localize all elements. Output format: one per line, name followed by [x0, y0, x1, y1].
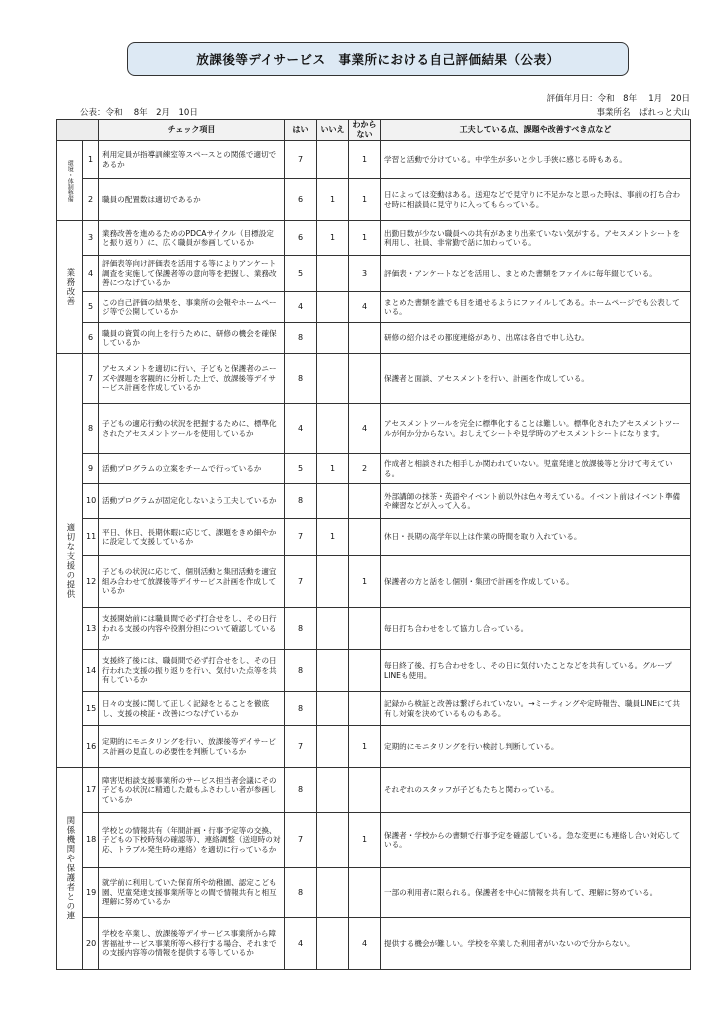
- comment: 提供する機会が難しい。学校を卒業した利用者がいないので分からない。: [381, 918, 691, 970]
- check-item: 職員の資質の向上を行うために、研修の機会を確保しているか: [99, 323, 285, 354]
- unknown-count: [349, 323, 381, 354]
- unknown-count: [349, 868, 381, 918]
- table-row: [57, 726, 691, 768]
- table-header-row: [57, 120, 691, 141]
- yes-count: 7: [285, 556, 317, 608]
- comment: 外部講師の抹茶・英語やイベント前以外は色々考えている。イベント前はイベント準備や練習などが入って入る。: [381, 484, 691, 519]
- table-row: [57, 813, 691, 868]
- no-count: [317, 354, 349, 404]
- row-number: 15: [83, 692, 99, 726]
- unknown-count: 1: [349, 813, 381, 868]
- no-count: [317, 918, 349, 970]
- yes-count: 4: [285, 404, 317, 454]
- unknown-count: [349, 692, 381, 726]
- no-count: [317, 323, 349, 354]
- no-count: [317, 692, 349, 726]
- no-count: 1: [317, 221, 349, 256]
- evaluation-table: [56, 119, 691, 970]
- no-count: [317, 768, 349, 813]
- unknown-count: 4: [349, 918, 381, 970]
- row-number: 5: [83, 292, 99, 323]
- no-count: [317, 868, 349, 918]
- category-business: [57, 221, 83, 354]
- yes-count: 7: [285, 141, 317, 179]
- table-row: [57, 868, 691, 918]
- row-number: 20: [83, 918, 99, 970]
- no-count: [317, 141, 349, 179]
- unknown-count: [349, 354, 381, 404]
- no-count: [317, 608, 349, 650]
- yes-count: 7: [285, 726, 317, 768]
- office-name: 事業所名 ぱれっと犬山: [596, 108, 690, 118]
- no-count: [317, 292, 349, 323]
- category-label: 環境・体制整備: [66, 159, 74, 202]
- check-item: 学校との情報共有（年間計画・行事予定等の交換、子どもの下校時刻の確認等）、連絡調整（送迎時の対応、トラブル発生時の連絡）を適切に行っているか: [99, 813, 285, 868]
- yes-count: 8: [285, 692, 317, 726]
- row-number: 6: [83, 323, 99, 354]
- check-item: 子どもの状況に応じて、個別活動と集団活動を適宜組み合わせて放課後等デイサービス計画を作成しているか: [99, 556, 285, 608]
- comment: それぞれのスタッフが子どもたちと関わっている。: [381, 768, 691, 813]
- yes-count: 6: [285, 221, 317, 256]
- document-title: 放課後等デイサービス 事業所における自己評価結果（公表）: [127, 42, 629, 76]
- table-row: [57, 179, 691, 221]
- survey-date: 評価年月日：令和 8年 1月 20日: [546, 94, 690, 104]
- unknown-count: 4: [349, 292, 381, 323]
- yes-count: 6: [285, 179, 317, 221]
- row-number: 11: [83, 519, 99, 556]
- row-number: 14: [83, 650, 99, 692]
- no-count: [317, 650, 349, 692]
- check-item: 職員の配置数は適切であるか: [99, 179, 285, 221]
- check-item: この自己評価の結果を、事業所の会報やホームページ等で公開しているか: [99, 292, 285, 323]
- unknown-count: 1: [349, 726, 381, 768]
- check-item: 子どもの適応行動の状況を把握するために、標準化されたアセスメントツールを使用しているか: [99, 404, 285, 454]
- row-number: 10: [83, 484, 99, 519]
- no-count: [317, 813, 349, 868]
- row-number: 17: [83, 768, 99, 813]
- yes-count: 7: [285, 813, 317, 868]
- check-item: 障害児相談支援事業所のサービス担当者会議にその子どもの状況に精通した最もふさわしい者が参画しているか: [99, 768, 285, 813]
- yes-count: 4: [285, 292, 317, 323]
- check-item: 平日、休日、長期休暇に応じて、課題をきめ細やかに設定して支援しているか: [99, 519, 285, 556]
- check-item: アセスメントを適切に行い、子どもと保護者のニーズや課題を客観的に分析した上で、放課後等デイサービス計画を作成しているか: [99, 354, 285, 404]
- header-corner: [57, 120, 99, 141]
- check-item: 支援開始前には職員間で必ず打合せをし、その日行われる支援の内容や役割分担について確認しているか: [99, 608, 285, 650]
- comment: 毎日終了後、打ち合わせをし、その日に気付いたことなどを共有している。グループLINEも使用。: [381, 650, 691, 692]
- unknown-count: 4: [349, 404, 381, 454]
- table-row: [57, 556, 691, 608]
- comment: 毎日打ち合わせをして協力し合っている。: [381, 608, 691, 650]
- unknown-count: 1: [349, 221, 381, 256]
- no-count: [317, 556, 349, 608]
- yes-count: 8: [285, 608, 317, 650]
- yes-count: 8: [285, 768, 317, 813]
- yes-count: 7: [285, 519, 317, 556]
- comment: 記録から検証と改善は繋げられていない。→ミーティングや定時報告、職員LINEにて共有し対策を決めているものもある。: [381, 692, 691, 726]
- no-count: 1: [317, 454, 349, 484]
- table-row: [57, 292, 691, 323]
- row-number: 9: [83, 454, 99, 484]
- row-number: 8: [83, 404, 99, 454]
- unknown-count: 1: [349, 179, 381, 221]
- yes-count: 8: [285, 868, 317, 918]
- unknown-count: [349, 519, 381, 556]
- category-service: [57, 354, 83, 768]
- row-number: 18: [83, 813, 99, 868]
- comment: 研修の紹介はその都度連絡があり、出席は各自で申し込む。: [381, 323, 691, 354]
- check-item: 就学前に利用していた保育所や幼稚園、認定こども園、児童発達支援事業所等との間で情報共有と相互理解に努めているか: [99, 868, 285, 918]
- table-row: [57, 692, 691, 726]
- yes-count: 5: [285, 256, 317, 292]
- row-number: 4: [83, 256, 99, 292]
- no-count: [317, 404, 349, 454]
- header-no: いいえ: [317, 120, 349, 141]
- yes-count: 8: [285, 650, 317, 692]
- check-item: 日々の支援に関して正しく記録をとることを徹底し、支援の検証・改善につなげているか: [99, 692, 285, 726]
- check-item: 支援終了後には、職員間で必ず打合せをし、その日行われた支援の振り返りを行い、気付いた点等を共有しているか: [99, 650, 285, 692]
- category-label: 適切な支援の提供: [64, 522, 75, 599]
- row-number: 3: [83, 221, 99, 256]
- comment: 作成者と相談された相手しか関われていない。児童発達と放課後等と分けて考えている。: [381, 454, 691, 484]
- no-count: 1: [317, 519, 349, 556]
- unknown-count: 3: [349, 256, 381, 292]
- comment: 保護者・学校からの書類で行事予定を確認している。急な変更にも連絡し合い対応している。: [381, 813, 691, 868]
- row-number: 7: [83, 354, 99, 404]
- comment: 学習と活動で分けている。中学生が多いと少し手狭に感じる時もある。: [381, 141, 691, 179]
- no-count: [317, 484, 349, 519]
- table-row: [57, 650, 691, 692]
- check-item: 評価表等向け評価表を活用する等によりアンケート調査を実施して保護者等の意向等を把握し、業務改善につなげているか: [99, 256, 285, 292]
- header-comments: 工夫している点、課題や改善すべき点など: [381, 120, 691, 141]
- unknown-count: 2: [349, 454, 381, 484]
- table-row: [57, 256, 691, 292]
- row-number: 2: [83, 179, 99, 221]
- unknown-count: [349, 650, 381, 692]
- table-row: [57, 519, 691, 556]
- yes-count: 8: [285, 484, 317, 519]
- comment: 評価表・アンケートなどを活用し、まとめた書類をファイルに毎年綴じている。: [381, 256, 691, 292]
- table-row: [57, 918, 691, 970]
- category-relations: [57, 768, 83, 970]
- table-row: [57, 141, 691, 179]
- header-unknown: わからない: [349, 120, 381, 141]
- no-count: [317, 726, 349, 768]
- unknown-count: [349, 484, 381, 519]
- header-check-item: チェック項目: [99, 120, 285, 141]
- yes-count: 8: [285, 354, 317, 404]
- category-environment: [57, 141, 83, 221]
- row-number: 12: [83, 556, 99, 608]
- table-row: [57, 484, 691, 519]
- check-item: 活動プログラムの立案をチームで行っているか: [99, 454, 285, 484]
- unknown-count: 1: [349, 141, 381, 179]
- table-row: [57, 354, 691, 404]
- header-yes: はい: [285, 120, 317, 141]
- table-row: [57, 221, 691, 256]
- yes-count: 8: [285, 323, 317, 354]
- publish-date: 公表：令和 8年 2月 10日: [80, 108, 198, 118]
- row-number: 19: [83, 868, 99, 918]
- comment: 出勤日数が少ない職員への共有があまり出来ていない気がする。アセスメントシートを利用し、社員、非常勤で話に加わっている。: [381, 221, 691, 256]
- comment: 日によっては変動はある。送迎などで見守りに不足かなと思った時は、事前の打ち合わせ時に相談員に見守りに入ってもらっている。: [381, 179, 691, 221]
- table-row: [57, 768, 691, 813]
- comment: 定期的にモニタリングを行い検討し判断している。: [381, 726, 691, 768]
- comment: アセスメントツールを完全に標準化することは難しい。標準化されたアセスメントツールが何か分からない。おしえてシートや見学時のアセスメントシートになります。: [381, 404, 691, 454]
- table-row: [57, 323, 691, 354]
- comment: 保護者と面談、アセスメントを行い、計画を作成している。: [381, 354, 691, 404]
- no-count: [317, 256, 349, 292]
- table-row: [57, 404, 691, 454]
- row-number: 16: [83, 726, 99, 768]
- table-row: [57, 608, 691, 650]
- comment: 保護者の方と話をし個別・集団で計画を作成している。: [381, 556, 691, 608]
- category-label: 業務改善: [64, 268, 75, 306]
- check-item: 活動プログラムが固定化しないよう工夫しているか: [99, 484, 285, 519]
- yes-count: 4: [285, 918, 317, 970]
- unknown-count: 1: [349, 556, 381, 608]
- no-count: 1: [317, 179, 349, 221]
- row-number: 1: [83, 141, 99, 179]
- table-row: [57, 454, 691, 484]
- yes-count: 5: [285, 454, 317, 484]
- unknown-count: [349, 768, 381, 813]
- comment: まとめた書類を誰でも目を通せるようにファイルしてある。ホームページでも公表している。: [381, 292, 691, 323]
- unknown-count: [349, 608, 381, 650]
- row-number: 13: [83, 608, 99, 650]
- check-item: 業務改善を進めるためのPDCAサイクル（目標設定と振り返り）に、広く職員が参画しているか: [99, 221, 285, 256]
- comment: 一部の利用者に限られる。保護者を中心に情報を共有して、理解に努めている。: [381, 868, 691, 918]
- check-item: 学校を卒業し、放課後等デイサービス事業所から障害福祉サービス事業所等へ移行する場合、それまでの支援内容等の情報を提供する等しているか: [99, 918, 285, 970]
- comment: 休日・長期の高学年以上は作業の時間を取り入れている。: [381, 519, 691, 556]
- check-item: 利用定員が指導訓練室等スペースとの関係で適切であるか: [99, 141, 285, 179]
- category-label: 関係機関や保護者との連: [64, 816, 75, 921]
- check-item: 定期的にモニタリングを行い、放課後等デイサービス計画の見直しの必要性を判断しているか: [99, 726, 285, 768]
